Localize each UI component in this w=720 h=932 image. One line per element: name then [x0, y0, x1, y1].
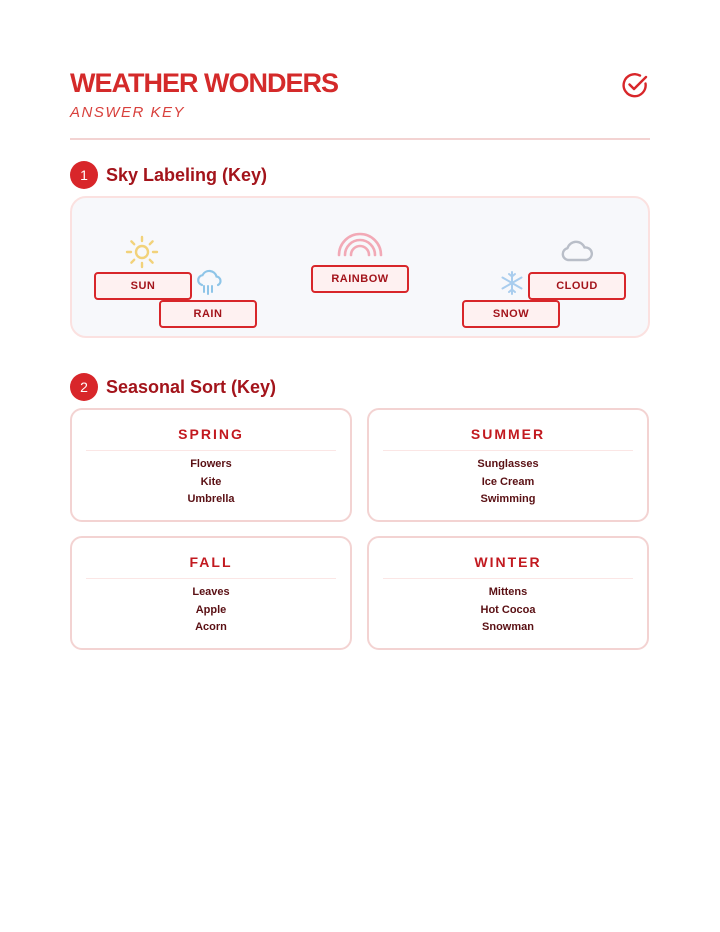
season-card-fall: [70, 536, 352, 650]
season-card-summer: [367, 408, 649, 522]
page-subtitle: ANSWER KEY: [70, 104, 186, 121]
season-item-list: [369, 456, 647, 509]
section-title: Sky Labeling (Key): [106, 164, 268, 185]
cloud-icon: [559, 237, 595, 265]
label-snow: SNOW: [462, 300, 560, 328]
sky-labeling-panel: [70, 196, 650, 338]
section-sky-heading: [70, 161, 267, 189]
label-sun: SUN: [94, 272, 192, 300]
season-item: Leaves: [192, 586, 230, 598]
label-rainbow: RAINBOW: [311, 265, 409, 293]
card-divider: [86, 450, 336, 451]
season-item: Acorn: [195, 621, 227, 633]
sun-icon: [125, 235, 159, 269]
label-cloud: CLOUD: [528, 272, 626, 300]
season-item: Flowers: [190, 458, 232, 470]
rainbow-icon: [339, 234, 381, 255]
season-name: FALL: [189, 554, 233, 570]
season-item: Sunglasses: [477, 458, 539, 470]
label-rain: RAIN: [159, 300, 257, 328]
snowflake-icon: [499, 270, 525, 296]
season-item: Ice Cream: [481, 475, 535, 488]
season-item-list: [72, 584, 350, 637]
header-divider: [70, 138, 650, 140]
season-item: Kite: [200, 475, 222, 488]
season-item: Swimming: [480, 493, 536, 505]
season-card-winter: [367, 536, 649, 650]
rain-cloud-icon: [194, 269, 224, 297]
card-divider: [86, 578, 336, 579]
season-name: WINTER: [474, 554, 542, 570]
season-item-list: [369, 584, 647, 637]
season-item: Hot Cocoa: [480, 603, 536, 616]
season-item: Apple: [195, 603, 227, 616]
season-item: Snowman: [482, 621, 534, 633]
season-item-list: [72, 456, 350, 509]
section-number-badge: 1: [70, 161, 98, 189]
page-title: WEATHER WONDERS: [70, 68, 338, 98]
card-divider: [383, 450, 633, 451]
season-card-spring: [70, 408, 352, 522]
season-item: Umbrella: [187, 493, 235, 505]
section-number-badge: 2: [70, 373, 98, 401]
season-item: Mittens: [488, 586, 528, 598]
section-title: Seasonal Sort (Key): [106, 376, 277, 397]
check-circle-icon: [621, 71, 649, 99]
season-name: SUMMER: [470, 426, 546, 442]
section-seasons-heading: [70, 373, 276, 401]
season-name: SPRING: [178, 426, 244, 442]
card-divider: [383, 578, 633, 579]
